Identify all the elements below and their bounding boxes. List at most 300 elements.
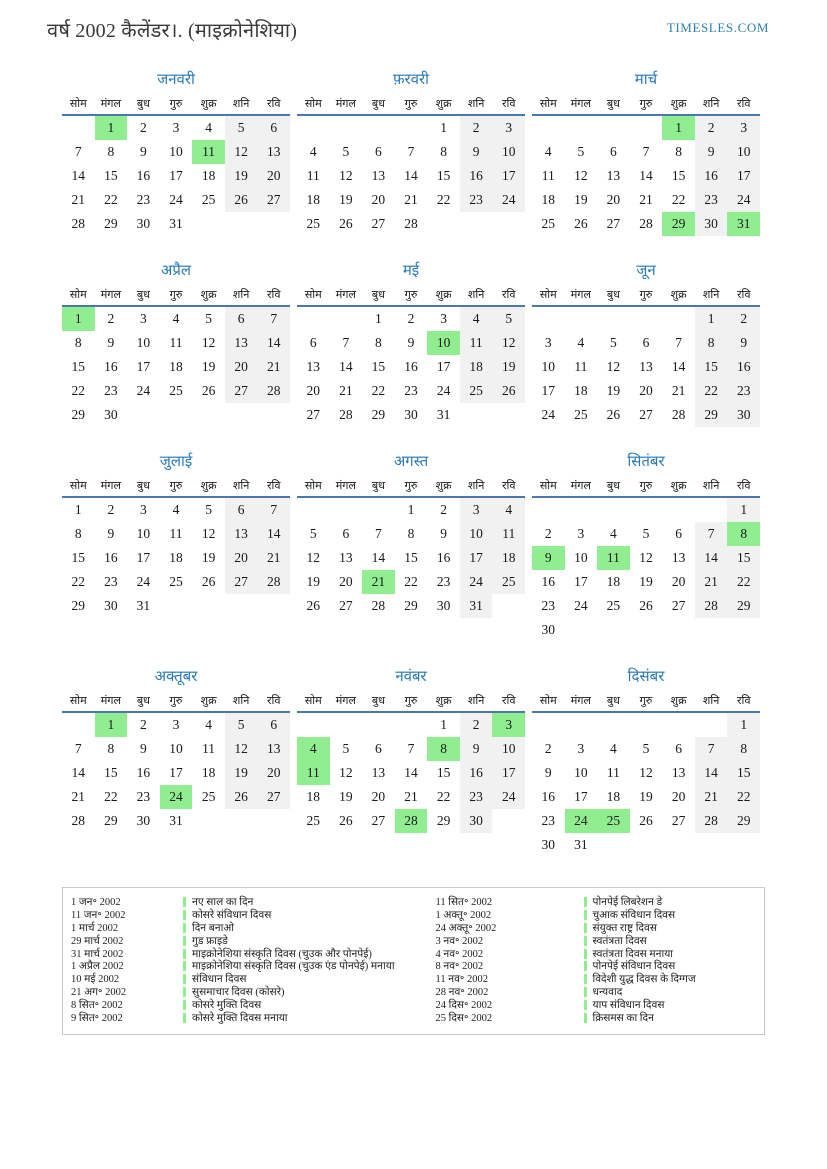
day-cell: 23	[695, 188, 728, 212]
day-cell: 5	[342, 144, 350, 159]
weekday-label: सोम	[304, 695, 322, 707]
day-cell: 25	[306, 216, 321, 231]
legend-item-date: 31 मार्च 2002	[71, 948, 124, 960]
day-cell-empty	[225, 594, 258, 618]
day-cell: 10	[169, 144, 183, 159]
day-cell: 14	[695, 761, 728, 785]
month-block-4	[62, 260, 290, 427]
day-cell: 20	[639, 383, 653, 398]
weekday-label: मंगल	[100, 480, 121, 492]
day-cell: 25	[169, 574, 183, 589]
legend-item-date: 29 मार्च 2002	[71, 935, 124, 947]
week-row	[297, 570, 525, 594]
weekday-label: रवि	[266, 695, 281, 707]
weekday-label: गुरु	[639, 695, 653, 707]
day-cell: 7	[407, 741, 415, 756]
day-cell: 2	[107, 502, 115, 517]
day-cell-empty	[225, 809, 258, 833]
day-cell-empty	[160, 403, 193, 427]
day-cell-empty	[330, 116, 363, 140]
day-cell: 9	[532, 546, 565, 570]
day-cell: 6	[225, 498, 258, 522]
holiday-marker-icon	[584, 936, 587, 946]
day-cell: 18	[169, 359, 183, 374]
weekday-label: मंगल	[100, 695, 121, 707]
day-cell: 25	[597, 809, 630, 833]
weekday-label: गुरु	[404, 480, 418, 492]
day-cell: 27	[639, 407, 653, 422]
day-cell: 5	[642, 526, 650, 541]
week-row	[532, 498, 760, 522]
week-row	[297, 116, 525, 140]
day-cell: 4	[610, 741, 617, 756]
day-cell: 12	[492, 331, 525, 355]
week-row	[532, 307, 760, 331]
day-cell: 3	[172, 717, 180, 732]
month-title: अगस्त	[393, 454, 429, 470]
legend-item-date: 9 सित॰ 2002	[71, 1012, 123, 1024]
week-row	[62, 546, 290, 570]
day-cell: 6	[375, 741, 382, 756]
holiday-marker-icon	[584, 987, 587, 997]
weekday-label: गुरु	[639, 480, 653, 492]
legend-item	[436, 909, 761, 922]
day-cell: 12	[639, 550, 653, 565]
day-cell: 14	[695, 546, 728, 570]
day-cell: 21	[695, 785, 728, 809]
month-block-6	[532, 260, 760, 427]
weekday-label: रवि	[736, 695, 751, 707]
day-cell: 1	[727, 498, 760, 522]
day-cell: 29	[104, 216, 118, 231]
day-cell: 4	[205, 120, 212, 135]
weekday-label: रवि	[266, 480, 281, 492]
day-cell: 30	[695, 212, 728, 236]
legend-item-name: कोसरे संविधान दिवस	[192, 910, 272, 922]
day-cell: 2	[460, 116, 493, 140]
page-title: वर्ष 2002 कैलेंडर।. (माइक्रोनेशिया)	[47, 20, 298, 42]
day-cell: 7	[675, 335, 682, 350]
day-cell: 20	[225, 546, 258, 570]
day-cell: 30	[104, 598, 118, 613]
day-cell: 29	[436, 813, 451, 828]
day-cell: 28	[71, 813, 86, 828]
day-cell-empty	[297, 307, 330, 331]
day-cell: 31	[169, 813, 183, 828]
week-row	[297, 164, 525, 188]
day-cell: 8	[427, 737, 460, 761]
day-cell: 26	[201, 574, 216, 589]
day-cell: 11	[541, 168, 555, 183]
weekday-label: शनि	[232, 98, 250, 110]
day-cell: 17	[492, 164, 525, 188]
legend-item-date: 1 मार्च 2002	[71, 923, 119, 934]
legend-item-name: संयुक्त राष्ट्र दिवस	[592, 923, 657, 934]
weekday-label: मंगल	[335, 695, 356, 707]
weekday-header-row	[297, 287, 525, 307]
weekday-label: रवि	[501, 480, 516, 492]
weekday-label: रवि	[736, 289, 751, 301]
day-cell: 22	[695, 379, 728, 403]
day-cell: 10	[574, 765, 588, 780]
day-cell: 27	[257, 785, 290, 809]
day-cell: 25	[606, 598, 621, 613]
weekday-label: सोम	[69, 480, 87, 492]
month-block-1	[62, 69, 290, 236]
day-cell: 19	[574, 192, 588, 207]
weekday-label: शुक्र	[435, 289, 452, 301]
week-row	[62, 212, 290, 236]
day-cell-empty	[565, 618, 598, 642]
day-cell: 14	[639, 168, 653, 183]
weekday-header-row	[62, 287, 290, 307]
day-cell: 24	[436, 383, 451, 398]
holiday-marker-icon	[584, 961, 587, 971]
legend-item-date: 24 दिस॰ 2002	[435, 999, 493, 1011]
day-cell: 18	[606, 574, 621, 589]
day-cell: 4	[205, 717, 212, 732]
weekday-label: मंगल	[335, 98, 356, 110]
day-cell: 19	[639, 574, 653, 589]
day-cell: 3	[544, 335, 552, 350]
day-cell-empty	[597, 618, 630, 642]
day-cell-empty	[427, 212, 460, 236]
day-cell: 5	[642, 741, 650, 756]
day-cell: 10	[460, 522, 493, 546]
day-cell: 15	[727, 546, 760, 570]
week-row	[297, 403, 525, 427]
day-cell-empty	[532, 116, 565, 140]
month-block-8	[297, 451, 525, 618]
weekday-label: बुध	[606, 695, 620, 707]
legend-item-date: 24 अक्तू॰ 2002	[435, 923, 497, 934]
day-cell: 13	[671, 765, 686, 780]
month-title: नवंबर	[395, 669, 427, 685]
day-cell: 9	[460, 737, 493, 761]
month-title: जून	[636, 263, 656, 279]
day-cell: 22	[104, 192, 118, 207]
week-row	[532, 713, 760, 737]
day-cell: 14	[257, 522, 290, 546]
weekday-label: रवि	[266, 289, 281, 301]
day-cell: 18	[306, 789, 321, 804]
weekday-label: बुध	[606, 480, 620, 492]
day-cell: 25	[169, 383, 183, 398]
holiday-legend	[62, 887, 765, 1035]
weekday-label: शनि	[467, 289, 485, 301]
day-cell-empty	[662, 498, 695, 522]
day-cell: 8	[74, 526, 82, 541]
day-cell: 14	[404, 765, 418, 780]
day-cell: 14	[404, 168, 418, 183]
day-cell: 10	[169, 741, 183, 756]
legend-item-date: 1 जन॰ 2002	[71, 897, 121, 909]
day-cell: 3	[140, 311, 147, 326]
day-cell: 5	[225, 713, 258, 737]
legend-item-date: 25 दिस॰ 2002	[435, 1012, 493, 1024]
day-cell: 29	[727, 809, 760, 833]
day-cell-empty	[257, 809, 290, 833]
day-cell: 23	[136, 789, 151, 804]
day-cell: 6	[257, 713, 290, 737]
day-cell: 2	[140, 120, 147, 135]
week-row	[297, 785, 525, 809]
page-header	[0, 0, 827, 43]
weekday-header-row	[532, 287, 760, 307]
day-cell: 1	[407, 502, 415, 517]
day-cell: 23	[404, 383, 418, 398]
day-cell: 24	[160, 785, 193, 809]
week-row	[532, 116, 760, 140]
legend-item	[436, 1011, 761, 1024]
weekday-label: बुध	[136, 480, 150, 492]
legend-column-left	[71, 896, 416, 1024]
week-row	[62, 116, 290, 140]
day-cell: 7	[257, 498, 290, 522]
legend-item-name: कोसरे मुक्ति दिवस मनाया	[192, 1012, 288, 1024]
day-cell: 15	[104, 168, 118, 183]
day-cell: 11	[574, 359, 588, 374]
legend-item	[436, 998, 761, 1011]
day-cell-empty	[362, 713, 395, 737]
week-row	[297, 379, 525, 403]
week-row	[62, 809, 290, 833]
weekday-label: शुक्र	[200, 98, 217, 110]
legend-item-name: दिन बनाओ	[192, 923, 235, 934]
day-cell: 1	[95, 116, 128, 140]
week-row	[62, 570, 290, 594]
day-cell: 13	[225, 522, 258, 546]
day-cell-empty	[532, 713, 565, 737]
week-row	[297, 809, 525, 833]
day-cell: 17	[492, 761, 525, 785]
holiday-marker-icon	[183, 1013, 186, 1023]
legend-item	[71, 986, 416, 999]
week-row	[532, 522, 760, 546]
day-cell: 26	[492, 379, 525, 403]
day-cell: 4	[172, 502, 180, 517]
day-cell: 17	[136, 550, 151, 565]
day-cell: 24	[565, 809, 598, 833]
day-cell-empty	[297, 116, 330, 140]
day-cell: 30	[136, 813, 151, 828]
day-cell: 21	[639, 192, 653, 207]
day-cell: 24	[492, 188, 525, 212]
day-cell: 2	[440, 502, 447, 517]
day-cell: 18	[492, 546, 525, 570]
legend-item	[71, 934, 416, 947]
day-cell: 29	[71, 598, 86, 613]
weekday-label: सोम	[304, 98, 322, 110]
day-cell: 2	[727, 307, 760, 331]
week-row	[532, 403, 760, 427]
weekday-label: बुध	[371, 480, 385, 492]
day-cell: 28	[695, 594, 728, 618]
day-cell-empty	[662, 618, 695, 642]
weekday-label: सोम	[539, 289, 557, 301]
week-row	[297, 761, 525, 785]
day-cell: 16	[104, 359, 118, 374]
legend-item-name: क्रिसमस का दिन	[592, 1012, 654, 1024]
day-cell: 25	[201, 192, 216, 207]
day-cell: 18	[574, 383, 588, 398]
day-cell: 20	[671, 574, 686, 589]
day-cell-empty	[330, 498, 363, 522]
day-cell: 3	[492, 116, 525, 140]
day-cell: 19	[225, 164, 258, 188]
day-cell: 7	[695, 522, 728, 546]
weekday-header-row	[62, 478, 290, 498]
month-title: मई	[402, 263, 420, 279]
day-cell: 16	[541, 789, 556, 804]
day-cell: 11	[297, 761, 330, 785]
day-cell: 23	[136, 192, 151, 207]
week-row	[532, 737, 760, 761]
day-cell: 29	[662, 212, 695, 236]
day-cell: 27	[606, 216, 621, 231]
day-cell-empty	[395, 116, 428, 140]
day-cell: 15	[404, 550, 418, 565]
day-cell: 5	[205, 311, 212, 326]
weekday-label: शुक्र	[200, 480, 217, 492]
week-row	[297, 498, 525, 522]
day-cell-empty	[492, 809, 525, 833]
legend-item	[436, 960, 761, 973]
weekday-label: सोम	[539, 98, 557, 110]
day-cell: 9	[140, 144, 147, 159]
day-cell: 30	[460, 809, 493, 833]
day-cell: 22	[671, 192, 686, 207]
day-cell: 11	[169, 526, 183, 541]
day-cell: 25	[492, 570, 525, 594]
day-cell: 11	[597, 546, 630, 570]
day-cell: 20	[671, 789, 686, 804]
day-cell: 28	[404, 216, 418, 231]
day-cell-empty	[597, 498, 630, 522]
month-title: जुलाई	[159, 454, 193, 470]
day-cell: 21	[404, 789, 418, 804]
weekday-label: गुरु	[639, 289, 653, 301]
weekday-label: शुक्र	[200, 289, 217, 301]
week-row	[532, 164, 760, 188]
brand-link[interactable]: TIMESLES.COM	[666, 20, 769, 35]
legend-item-name: धन्यवाद	[592, 986, 623, 998]
legend-item	[71, 922, 416, 935]
legend-item-date: 3 नव॰ 2002	[435, 935, 484, 947]
day-cell: 12	[225, 140, 258, 164]
day-cell: 15	[671, 168, 686, 183]
day-cell: 9	[407, 335, 415, 350]
day-cell: 23	[460, 188, 493, 212]
week-row	[532, 618, 760, 642]
day-cell: 28	[257, 379, 290, 403]
day-cell-empty	[597, 713, 630, 737]
day-cell: 26	[639, 813, 653, 828]
day-cell: 24	[574, 598, 588, 613]
day-cell: 29	[404, 598, 418, 613]
legend-item-name: माइक्रोनेशिया संस्कृति दिवस (चुउक और पोनपेई)	[192, 948, 372, 960]
weekday-label: रवि	[501, 98, 516, 110]
week-row	[62, 331, 290, 355]
weekday-label: शनि	[702, 480, 720, 492]
legend-item	[436, 986, 761, 999]
day-cell: 16	[460, 164, 493, 188]
legend-item	[71, 947, 416, 960]
month-title: दिसंबर	[627, 669, 665, 685]
holiday-marker-icon	[584, 923, 587, 933]
day-cell: 3	[172, 120, 180, 135]
weekday-label: बुध	[136, 289, 150, 301]
weekday-header-row	[532, 96, 760, 116]
day-cell-empty	[492, 594, 525, 618]
weekday-label: गुरु	[169, 98, 183, 110]
legend-item-name: कोसरे मुक्ति दिवस	[192, 999, 262, 1011]
day-cell: 5	[342, 741, 350, 756]
legend-item	[71, 909, 416, 922]
day-cell: 21	[257, 355, 290, 379]
day-cell: 11	[202, 741, 216, 756]
day-cell: 13	[306, 359, 321, 374]
day-cell: 17	[169, 765, 183, 780]
weekday-label: रवि	[501, 289, 516, 301]
legend-item-name: गुड फ्राइडे	[192, 935, 228, 947]
legend-column-right	[416, 896, 761, 1024]
legend-item-name: संविधान दिवस	[192, 974, 247, 986]
day-cell: 24	[460, 570, 493, 594]
day-cell: 30	[727, 403, 760, 427]
day-cell: 7	[695, 737, 728, 761]
day-cell: 28	[639, 216, 653, 231]
day-cell: 2	[695, 116, 728, 140]
day-cell: 13	[371, 765, 386, 780]
weekday-label: गुरु	[169, 695, 183, 707]
month-title: अप्रैल	[160, 263, 192, 279]
day-cell: 15	[695, 355, 728, 379]
day-cell: 26	[606, 407, 621, 422]
weekday-label: मंगल	[100, 98, 121, 110]
day-cell: 19	[339, 789, 353, 804]
day-cell: 12	[339, 765, 353, 780]
day-cell: 26	[339, 813, 353, 828]
day-cell: 27	[225, 379, 258, 403]
day-cell: 21	[71, 192, 86, 207]
day-cell: 23	[460, 785, 493, 809]
day-cell: 14	[257, 331, 290, 355]
weekday-label: बुध	[606, 98, 620, 110]
month-block-3	[532, 69, 760, 236]
day-cell: 26	[639, 598, 653, 613]
day-cell-empty	[395, 713, 428, 737]
holiday-marker-icon	[183, 910, 186, 920]
holiday-marker-icon	[183, 987, 186, 997]
day-cell: 12	[306, 550, 321, 565]
calendar-grid	[62, 69, 774, 881]
week-row	[532, 594, 760, 618]
day-cell: 19	[201, 550, 216, 565]
weekday-label: मंगल	[335, 480, 356, 492]
day-cell: 7	[407, 144, 415, 159]
day-cell-empty	[565, 498, 598, 522]
weekday-header-row	[62, 693, 290, 713]
day-cell: 17	[574, 574, 588, 589]
day-cell: 14	[371, 550, 386, 565]
week-row	[62, 785, 290, 809]
day-cell: 30	[104, 407, 118, 422]
weekday-label: मंगल	[570, 695, 591, 707]
day-cell: 11	[606, 765, 620, 780]
legend-item-name: याप संविधान दिवस	[592, 999, 665, 1011]
legend-item	[436, 947, 761, 960]
